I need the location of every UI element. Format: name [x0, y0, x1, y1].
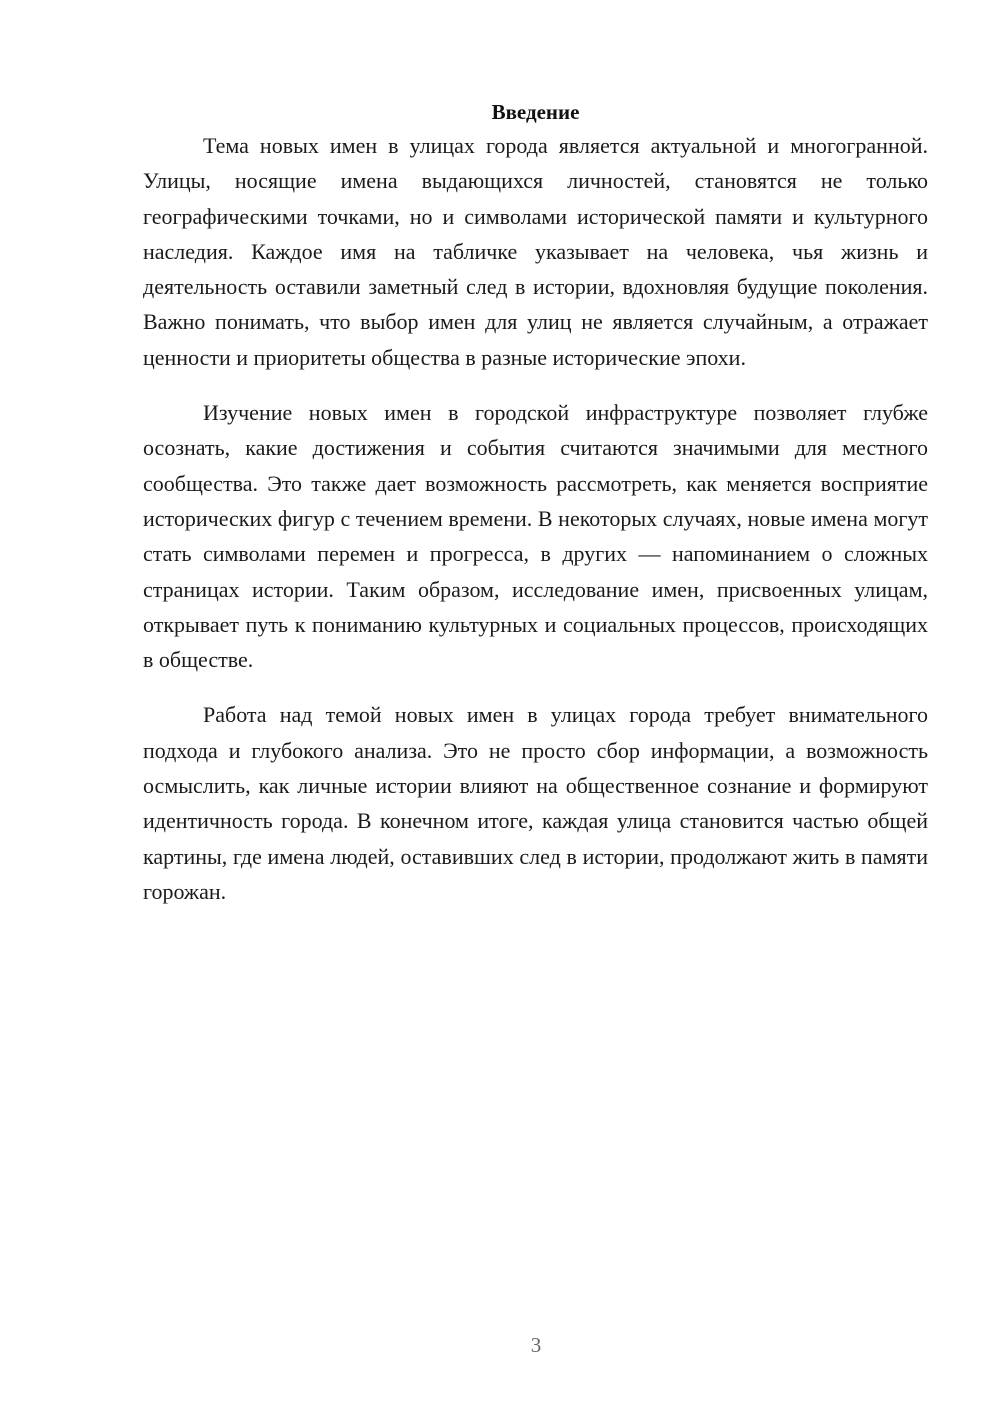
paragraph-3: Работа над темой новых имен в улицах города требует внимательного подхода и глубокого анализа. Это не просто сбор информации, а возможность осмыслить, как личные истории влияют на общественное сознание и формируют идентичность города. В конечном итоге, каждая улица становится частью общей картины, где имена людей, оставивших след в истории, продолжают жить в памяти горожан. [143, 702, 928, 904]
paragraph-1: Тема новых имен в улицах города является актуальной и многогранной. Улицы, носящие имена выдающихся личностей, становятся не только географическими точками, но и символами исторической памяти и культурного наследия. Каждое имя на табличке указывает на человека, чья жизнь и деятельность оставили заметный след в истории, вдохновляя будущие поколения. Важно понимать, что выбор имен для улиц не является случайным, а отражает ценности и приоритеты общества в разные исторические эпохи. [143, 133, 928, 370]
page-title: Введение [491, 100, 580, 124]
page-body [143, 96, 928, 909]
paragraph-2: Изучение новых имен в городской инфраструктуре позволяет глубже осознать, какие достижения и события считаются значимыми для местного сообщества. Это также дает возможность рассмотреть, как меняется восприятие исторических фигур с течением времени. В некоторых случаях, новые имена могут стать символами перемен и прогресса, в других — напоминанием о сложных страницах истории. Таким образом, исследование имен, присвоенных улицам, открывает путь к пониманию культурных и социальных процессов, происходящих в обществе. [143, 400, 928, 673]
page-number: 3 [530, 1333, 542, 1357]
